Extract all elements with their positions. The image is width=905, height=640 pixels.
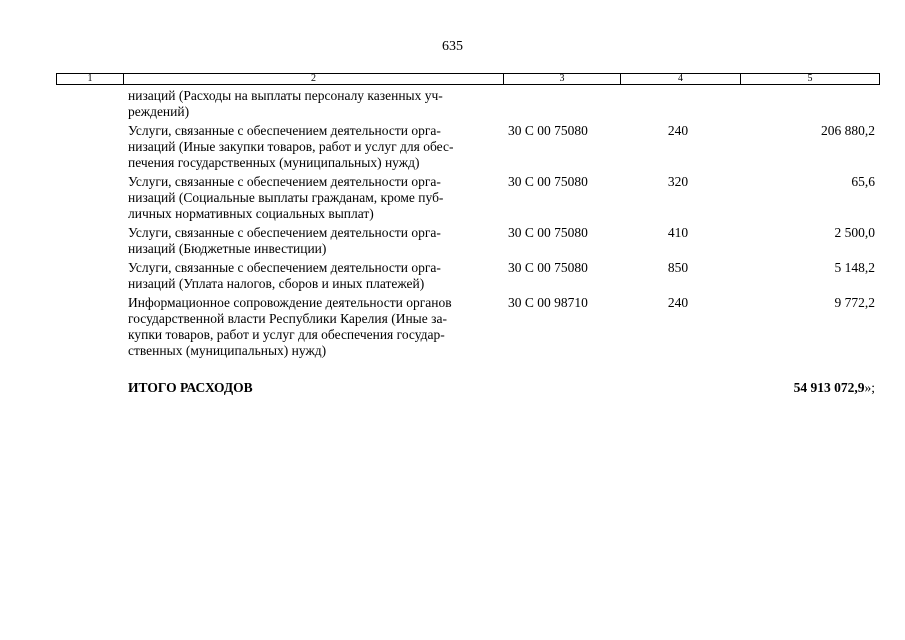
row-description <box>128 260 498 292</box>
row-code: 30 С 00 75080 <box>508 225 588 240</box>
description-line: ственных (муниципальных) нужд) <box>128 343 327 358</box>
table-row <box>0 123 905 171</box>
row-expense-type: 240 <box>667 295 689 310</box>
description-line: низаций (Расходы на выплаты персоналу казенных уч- <box>128 88 443 103</box>
row-amount: 2 500,0 <box>834 225 875 240</box>
row-code: 30 С 00 75080 <box>508 174 588 189</box>
description-line: Услуги, связанные с обеспечением деятельности орга- <box>128 225 441 240</box>
column-number-1: 1 <box>57 74 124 84</box>
row-description <box>128 225 498 257</box>
total-label: ИТОГО РАСХОДОВ <box>128 380 253 395</box>
row-amount: 5 148,2 <box>834 260 875 275</box>
row-description <box>128 295 498 359</box>
total-value-wrap <box>794 380 875 396</box>
row-code: 30 С 00 75080 <box>508 260 588 275</box>
row-code: 30 С 00 98710 <box>508 295 588 310</box>
table-row <box>0 295 905 359</box>
total-value: 54 913 072,9 <box>793 380 865 395</box>
table-row <box>0 225 905 257</box>
description-line: низаций (Социальные выплаты гражданам, кроме пуб- <box>128 190 444 205</box>
row-description <box>128 174 498 222</box>
column-number-5: 5 <box>807 73 813 84</box>
row-expense-type: 410 <box>667 225 689 240</box>
table-row <box>0 260 905 292</box>
page-number: 635 <box>442 39 463 54</box>
description-line: Услуги, связанные с обеспечением деятельности орга- <box>128 123 441 138</box>
row-description <box>128 88 498 120</box>
column-number-4: 4 <box>621 74 741 84</box>
column-number-3: 3 <box>504 74 621 84</box>
description-line: Услуги, связанные с обеспечением деятельности орга- <box>128 260 441 275</box>
row-description <box>128 123 498 171</box>
description-line: Услуги, связанные с обеспечением деятельности орга- <box>128 174 441 189</box>
description-line: низаций (Уплата налогов, сборов и иных платежей) <box>128 276 425 291</box>
row-expense-type: 240 <box>667 123 689 138</box>
table-row <box>0 174 905 222</box>
total-tail: »; <box>864 380 875 395</box>
description-line: Информационное сопровождение деятельности органов <box>128 295 452 310</box>
row-amount: 65,6 <box>851 174 875 189</box>
row-amount: 9 772,2 <box>834 295 875 310</box>
description-line: личных нормативных социальных выплат) <box>128 206 374 221</box>
table-row <box>0 88 905 120</box>
row-amount: 206 880,2 <box>821 123 875 138</box>
total-row <box>0 380 905 398</box>
column-number-2: 2 <box>124 74 504 84</box>
column-number-header <box>56 73 880 85</box>
description-line: реждений) <box>128 104 190 119</box>
row-expense-type: 850 <box>667 260 689 275</box>
row-code: 30 С 00 75080 <box>508 123 588 138</box>
description-line: купки товаров, работ и услуг для обеспечения государ- <box>128 327 445 342</box>
row-expense-type: 320 <box>667 174 689 189</box>
budget-table-body <box>0 88 905 362</box>
description-line: государственной власти Республики Карелия (Иные за- <box>128 311 447 326</box>
description-line: печения государственных (муниципальных) нужд) <box>128 155 420 170</box>
description-line: низаций (Бюджетные инвестиции) <box>128 241 327 256</box>
description-line: низаций (Иные закупки товаров, работ и услуг для обес- <box>128 139 454 154</box>
